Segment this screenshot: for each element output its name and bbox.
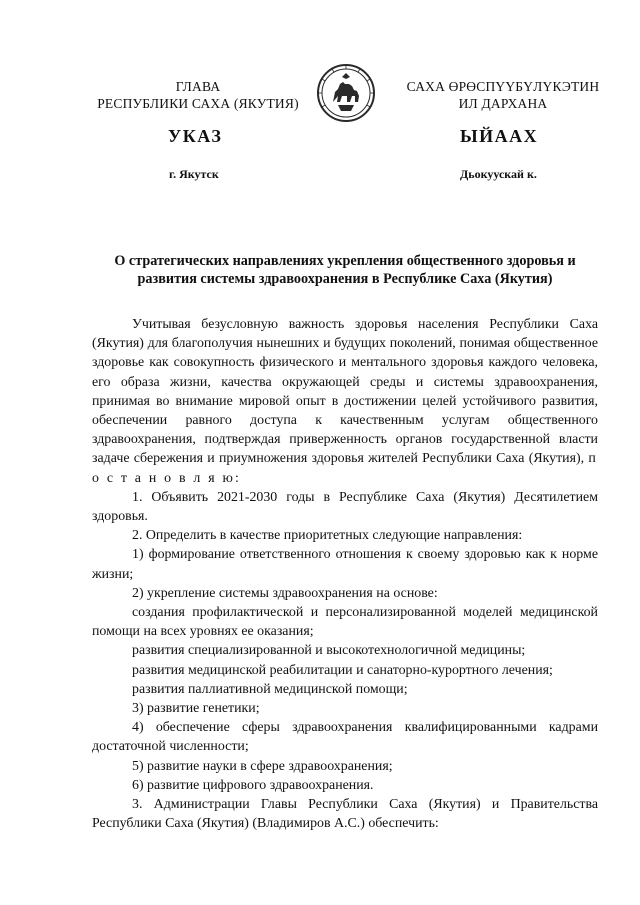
decree-item: 3) развитие генетики; (132, 701, 260, 717)
intro-text: Учитывая безусловную важность здоровья населения Республики Саха (Якутия) для благополучия нынешних и будущих поколений, понимая общественное здоровье как совокупность физического и ментального здоровья каждого человека, его образа жизни, качества окружающей среды и системы здравоохранения, принимая во внимание мировой опыт в достижении целей устойчивого развития, обеспечении равного доступа к качественным услугам общественного здравоохранения, подтверждая приверженность органов государственной власти задаче сбережения и приумножения здоровья жителей Республики Саха (Якутия), (92, 317, 598, 467)
document-body (92, 315, 598, 833)
decree-item: развития паллиативной медицинской помощи; (132, 681, 408, 697)
decree-item: 1) формирование ответственного отношения к своему здоровью как к норме жизни; (92, 547, 598, 582)
decree-item: 5) развитие науки в сфере здравоохранения; (132, 758, 393, 774)
intro-paragraph (92, 315, 598, 488)
place-sakha: Дьокуускай к. (460, 167, 537, 181)
issuer-ru-line2: РЕСПУБЛИКИ САХА (ЯКУТИЯ) (97, 96, 299, 111)
decree-item: развития специализированной и высокотехнологичной медицины; (132, 643, 526, 659)
issuer-ru-line1: ГЛАВА (175, 79, 221, 94)
place-ru: г. Якутск (169, 167, 219, 181)
issuer-sakha-line2: ИЛ ДАРХАНА (458, 96, 548, 111)
document-type-ru: УКАЗ (168, 126, 223, 146)
subject-line: развития системы здравоохранения в Республике Саха (Якутия) (137, 271, 553, 287)
issuer-sakha (395, 78, 611, 112)
issuer-ru (88, 78, 308, 112)
republic-sakha-coat-of-arms-icon (316, 62, 376, 124)
document-type-sakha: ЫЙААХ (460, 126, 539, 146)
decree-item: 1. Объявить 2021-2030 годы в Республике Саха (Якутия) Десятилетием здоровья. (92, 489, 598, 525)
decree-item: 6) развитие цифрового здравоохранения. (132, 777, 374, 793)
decree-word: п о с т а н о в л я ю: (92, 451, 598, 486)
decree-item: 4) обеспечение сферы здравоохранения квалифицированными кадрами достаточной численности; (92, 720, 598, 755)
decree-item: создания профилактической и персонализированной моделей медицинской помощи на всех уровнях ее оказания; (92, 605, 598, 640)
decree-item: 2. Определить в качестве приоритетных следующие направления: (132, 528, 523, 544)
decree-item: развития медицинской реабилитации и санаторно-курортного лечения; (132, 662, 553, 678)
decree-item: 2) укрепление системы здравоохранения на основе: (132, 585, 438, 601)
subject-line: О стратегических направлениях укрепления общественного здоровья и (114, 253, 576, 269)
document-subject (92, 252, 598, 288)
decree-item: 3. Администрации Главы Республики Саха (Якутия) и Правительства Республики Саха (Якутия) (Владимиров А.С.) обеспечить: (92, 797, 598, 832)
issuer-sakha-line1: САХА ӨРӨСПҮҮБҮЛҮКЭТИН (406, 79, 600, 94)
